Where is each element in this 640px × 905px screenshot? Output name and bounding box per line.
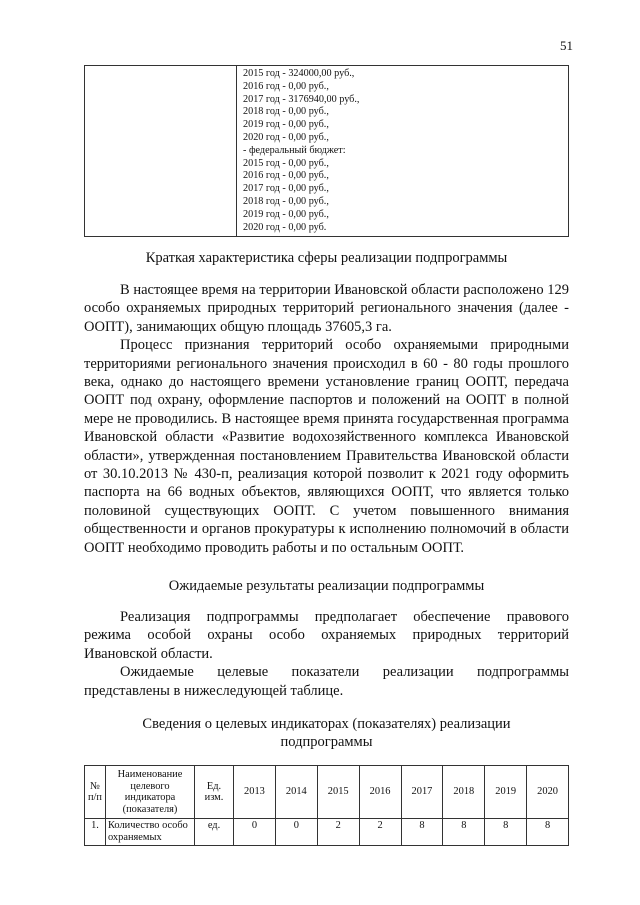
header-year: 2015	[317, 766, 359, 819]
header-year: 2016	[359, 766, 401, 819]
table-title	[84, 715, 569, 751]
section-body-results	[84, 608, 569, 700]
header-year: 2014	[275, 766, 317, 819]
header-year: 2013	[234, 766, 276, 819]
funding-line: 2017 год - 0,00 руб.,	[243, 183, 329, 195]
header-unit: Ед. изм.	[195, 766, 234, 819]
indicators-table	[84, 765, 569, 846]
funding-line: 2016 год - 0,00 руб.,	[243, 80, 329, 92]
header-year: 2020	[527, 766, 569, 819]
paragraph: Процесс признания территорий особо охраняемыми природными территориями регионального значения происходил в 60 - 80 годы прошлого века, однако до настоящего времени установление границ ООПТ, передача ООПТ под охрану, оформление паспортов и положений на ООПТ в полной мере не проводились. В настоящее время принята государственная программа Ивановской области «Развитие водохозяйственного комплекса Ивановской области», утвержденная постановлением Правительства Ивановской области от 30.10.2013 № 430-п, реализация которой позволит к 2021 году оформить паспорта на 66 водных объектов, являющихся ООПТ, что является только половиной существующих ООПТ. С учетом повышенного внимания общественности и органов прокуратуры к исполнению полномочий в области ООПТ необходимо проводить работы и по остальным ООПТ.	[84, 337, 569, 556]
table-title-line: подпрограммы	[280, 734, 373, 750]
row-unit: ед.	[195, 819, 234, 846]
indicators-header-row	[85, 766, 569, 819]
header-year: 2018	[443, 766, 485, 819]
funding-line: 2019 год - 0,00 руб.,	[243, 208, 329, 220]
funding-line: - федеральный бюджет:	[243, 144, 346, 156]
row-value: 8	[401, 819, 443, 846]
header-number: № п/п	[85, 766, 106, 819]
funding-line: 2020 год - 0,00 руб.	[243, 221, 327, 233]
section-body-characteristics	[84, 281, 569, 557]
funding-line: 2015 год - 324000,00 руб.,	[243, 68, 355, 79]
row-value: 8	[443, 819, 485, 846]
paragraph: Ожидаемые целевые показатели реализации подпрограммы представлены в нижеследующей таблице.	[84, 664, 569, 699]
funding-table-label-cell	[85, 66, 237, 237]
header-year: 2019	[485, 766, 527, 819]
page-number: 51	[560, 38, 573, 53]
section-heading-results: Ожидаемые результаты реализации подпрограммы	[168, 578, 485, 594]
row-value: 0	[234, 819, 276, 846]
row-value: 2	[359, 819, 401, 846]
funding-table-value-cell	[237, 66, 569, 237]
funding-line: 2018 год - 0,00 руб.,	[243, 195, 329, 207]
header-year: 2017	[401, 766, 443, 819]
row-value: 8	[485, 819, 527, 846]
header-indicator-name: Наименование целевого индикатора (показателя)	[106, 766, 195, 819]
table-row	[85, 819, 569, 846]
paragraph: Реализация подпрограммы предполагает обеспечение правового режима особой охраны особо охраняемых природных территорий Ивановской области.	[84, 609, 569, 662]
funding-line: 2019 год - 0,00 руб.,	[243, 119, 329, 131]
funding-line: 2018 год - 0,00 руб.,	[243, 106, 329, 118]
section-heading-characteristics: Краткая характеристика сферы реализации подпрограммы	[145, 250, 508, 266]
row-value: 0	[275, 819, 317, 846]
funding-table	[84, 65, 569, 237]
funding-line: 2020 год - 0,00 руб.,	[243, 131, 329, 143]
row-indicator-name: Количество особо охраняемых	[106, 819, 195, 846]
row-value: 2	[317, 819, 359, 846]
table-title-line: Сведения о целевых индикаторах (показателях) реализации	[142, 716, 511, 732]
funding-line: 2017 год - 3176940,00 руб.,	[243, 93, 360, 105]
funding-line: 2015 год - 0,00 руб.,	[243, 157, 329, 169]
row-number: 1.	[85, 819, 106, 846]
row-value: 8	[527, 819, 569, 846]
paragraph: В настоящее время на территории Ивановской области расположено 129 особо охраняемых природных территорий регионального значения (далее - ООПТ), занимающих общую площадь 37605,3 га.	[84, 282, 569, 335]
funding-line: 2016 год - 0,00 руб.,	[243, 170, 329, 182]
